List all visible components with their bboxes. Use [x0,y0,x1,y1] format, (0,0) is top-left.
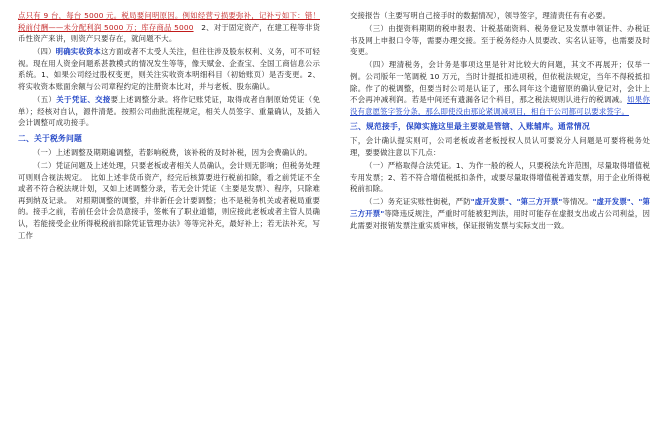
text-run-plain: （四） [33,47,56,57]
text-run-plain: 要上述调整分录。将作记账凭证，取得成者自制原始凭证（免单）；经核对自认，源件清楚。按照公司曲批流程规定，相关人员签字、重量确认，及插入会计调整可成功接手。 [18,95,320,128]
section-heading: 三、规范接手，保障实施这里最主要就是管辖、入账辅库。通常情况 [350,122,590,132]
text-run-blue-underline: 如果你没有意愿签字签分条，那么即使没由那论紧调减项目，相自干公司都可以要求签字。 [350,95,650,116]
text-run-plain: 这方面或者不太受人关注，但往往涉及股东权利、义务，可不可轻视。现在用人资金问题系甚教模式的情况发生等等，像天赋金、企查宝、全国工商信息公示系统。1、如果公司经过股权变更，则关注实收资本明细科目（初始账页）是否变更。2、将实收资本账面余额与公司章程约定的注册资本比对，并与老板、股东确认。 [18,47,321,92]
text-run-plain: （二）务充证实账性街税，严防 [365,197,471,207]
paragraph [350,160,650,195]
text-run-plain: （二）凭证问题及上述处理，只要老板或者相关人员确认，会计则无影响；但税务处理可则则合视法规定。 比如上述非货币资产，经完后核算要进行税前扣除，看之前凭证不全或者不符合税法规计划，又如上述调整分录，若无会计凭证（主要是发票）、程序，只除难再到纳及记录。 对照期调整的调整，并非新任会计要调整；也不是税务机关或者税局重要的。接手之前，若前任会计会员意接手，签帐有了职业道德，则应接此老板或者主管人员确认，若能接受企业所得税税前扣除凭证管理办法》等等完补充，最好补上；若无法补充，写工作 [18,161,320,240]
text-run-plain: 等降违反规注，严重时可能被犯判法，用时可能存在虚报支出或占公司利益，因此需要对报销发票注重实质审核，保证报销发票与实际支出一致。 [350,208,650,230]
paragraph [18,147,320,159]
right-column [332,0,664,445]
paragraph [350,196,650,231]
paragraph [18,10,320,45]
text-run-plain: （五） [33,95,57,105]
text-run-red-underline: 点只有 9 台，每台 5000 元。税局要问明原因。例如经营亏损要弥补，记补亏如下：错！税前付酬——未分配利润 5000 万；库存商品 5000 [18,11,320,32]
paragraph [350,59,650,117]
section-heading: 二、关于税务问题 [18,133,82,143]
paragraph [18,46,320,92]
paragraph [350,10,650,22]
text-run-plain: （四）理清税务，会计务是事项这里是针对比较大的问题，其文不再展开；仅举一例。公司版年一笔调税 10 万元，当时计提抵扣进项税，但依税法规定，当年不得税抵扣除。作了的税调整，但要当时公司是认证了，那么同年这个遗留原的确认登记对，会计上不会再冲减利润。若是中间还有遗漏各记个科目，那之税法规则认进行的税调减。 [350,60,650,105]
text-run-plain: （一）严格取得合法凭证。1、为作一般的税人，只要税法允许范围，尽量取得增值税专用发票；2、若不符合增值税抵扣条件，或要尽量取得增值税普通发票，用于企业所得税税前扣除。 [350,161,650,194]
paragraph [350,23,650,58]
text-run-blue-bold: "虚开发票"、"第三方开票" [470,197,563,207]
paragraph [18,160,320,241]
paragraph [350,135,650,158]
text-run-plain: 2、对于固定资产，在建工程等非货币性资产来讲，则资产只要存在，就问题不大。 [18,22,320,44]
text-run-plain: 下，会计确认提实则可，公司老板或者老板授权人员认可要说分人问题是可要将税务处理，要要做注意以下几点： [350,136,650,157]
column-divider [332,0,333,445]
text-run-plain: 等情况。 [562,197,593,207]
text-run-blue-bold: 明确实收资本 [55,47,101,57]
text-run-plain: 交接报告（主要写明自己接手时的数据情况），领导签字，理清责任有有必要。 [350,11,611,20]
text-run-plain: （一）上述调整及期期遍调整，若影响税费，该补税的及时补税，因为会费确认的。 [33,147,313,157]
text-run-blue-bold: 关于凭证、交接 [56,95,111,105]
paragraph [18,94,320,129]
text-run-blue-bold: "虚开发票"、"第三方开票" [350,197,651,218]
text-run-plain: （三）由提资料期期的税申报表、计税基础资料、税务登记及发票申领证件、办税证书及网上申报口令等，需要办理交接。至于税务经办人员要改、实名认证等，也需要及时变更。 [350,24,650,57]
